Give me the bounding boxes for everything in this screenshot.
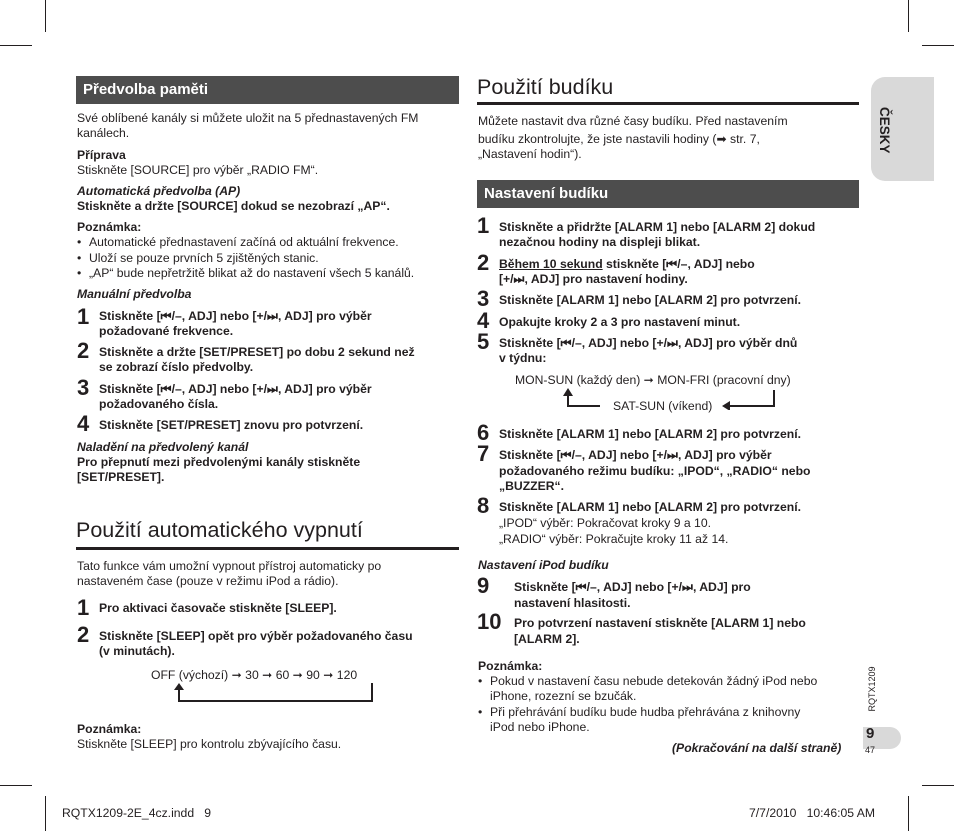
step-number: 3 (477, 286, 490, 311)
note-item: iPhone, rozezní se bzučák. (490, 689, 637, 703)
tune-title: Naladění na předvolený kanál (77, 440, 249, 454)
note-item: • Automatické přednastavení začíná od aktuální frekvence. (89, 235, 399, 250)
section-bar-preset: Předvolba paměti (76, 76, 459, 104)
document-code: RQTX1209 (867, 666, 877, 712)
step-number: 6 (477, 420, 490, 445)
step-text: Stiskněte a držte [SET/PRESET] po dobu 2 sekund než (99, 345, 415, 359)
crop-mark (0, 45, 32, 46)
step-text: nastavení hlasitosti. (514, 596, 631, 610)
language-tab-label: ČESKY (877, 107, 892, 154)
step-number: 2 (77, 622, 90, 647)
step-text: požadovaného čísla. (99, 397, 219, 411)
ipod-alarm-title: Nastavení iPod budíku (478, 558, 609, 572)
step-number: 1 (477, 213, 490, 238)
alarm-intro: budíku zkontrolujte, že jste nastavili hodiny (➡ str. 7, (478, 132, 760, 146)
step-text: Stiskněte [⏮/–, ADJ] nebo [+/⏭, ADJ] pro výběr dnů (499, 336, 798, 350)
alarm-intro: „Nastavení hodin“). (478, 147, 582, 161)
step-text: [ALARM 2]. (514, 632, 580, 646)
step-text: se zobrazí číslo předvolby. (99, 360, 254, 374)
preset-intro: Své oblíbené kanály si můžete uložit na 5 přednastavených FM kanálech. (77, 111, 419, 140)
step-text: (v minutách). (99, 644, 175, 658)
continued-note: (Pokračování na další straně) (672, 741, 842, 755)
crop-mark (922, 785, 954, 786)
days-cycle-bottom: SAT-SUN (víkend) (613, 399, 713, 413)
page-number-small: 47 (865, 745, 876, 755)
step-text: Stiskněte [ALARM 1] nebo [ALARM 2] pro potvrzení. (499, 427, 801, 441)
alarm-intro: Můžete nastavit dva různé časy budíku. Před nastavením (478, 114, 788, 128)
auto-preset-text: Stiskněte a držte [SOURCE] dokud se nezobrazí „AP“. (77, 199, 390, 213)
step-text: požadované frekvence. (99, 324, 234, 338)
sleep-return-arrow (170, 683, 380, 705)
step-emphasis: Během 10 sekund (499, 257, 603, 271)
auto-preset-title: Automatická předvolba (AP) (77, 184, 241, 198)
step-text: „BUZZER“. (499, 479, 564, 493)
step-number: 7 (477, 441, 490, 466)
step-text: Pro aktivaci časovače stiskněte [SLEEP]. (99, 601, 337, 615)
crop-mark (922, 45, 954, 46)
step-detail: „RADIO“ výběr: Pokračujte kroky 11 až 14. (499, 532, 729, 546)
note-item: iPod nebo iPhone. (490, 720, 590, 734)
step-number: 2 (77, 338, 90, 363)
section-bar-alarm: Nastavení budíku (477, 180, 859, 208)
step-text: Stiskněte [⏮/–, ADJ] nebo [+/⏭, ADJ] pro (514, 580, 751, 594)
crop-mark (908, 0, 909, 32)
step-text: Stiskněte [⏮/–, ADJ] nebo [+/⏭, ADJ] pro výběr (499, 448, 772, 462)
step-text: Stiskněte [⏮/–, ADJ] nebo [+/⏭, ADJ] pro výběr (99, 382, 372, 396)
step-number: 4 (77, 411, 90, 436)
note-item: • „AP“ bude nepřetržitě blikat až do nastavení všech 5 kanálů. (89, 266, 414, 281)
step-text-rest: stiskněte [⏮/–, ADJ] nebo (602, 257, 755, 271)
step-text: nezačnou hodiny na displeji blikat. (499, 235, 701, 249)
step-number: 2 (477, 250, 490, 275)
step-text: Stiskněte [SET/PRESET] znovu pro potvrzení. (99, 418, 364, 432)
days-cycle-top: MON-SUN (každý den) ➞ MON-FRI (pracovní dny) (515, 373, 791, 387)
crop-mark (0, 785, 32, 786)
crop-mark (45, 796, 46, 831)
step-text: [+/⏭, ADJ] pro nastavení hodiny. (499, 272, 688, 286)
sleep-flow: OFF (výchozí) ➞ 30 ➞ 60 ➞ 90 ➞ 120 (151, 668, 358, 682)
step-text: v týdnu: (499, 351, 547, 365)
heading-rule (76, 547, 459, 550)
step-number: 1 (77, 304, 90, 329)
crop-mark (908, 796, 909, 831)
step-number: 5 (477, 329, 490, 354)
step-text: Stiskněte a přidržte [ALARM 1] nebo [ALARM 2] dokud (499, 220, 816, 234)
step-detail: „IPOD“ výběr: Pokračovat kroky 9 a 10. (499, 516, 712, 530)
note-item: • Pokud v nastavení času nebude detekován žádný iPod nebo (490, 674, 817, 689)
step-number: 3 (77, 375, 90, 400)
step-number: 1 (77, 595, 90, 620)
prep-text: Stiskněte [SOURCE] pro výběr „RADIO FM“. (77, 163, 319, 177)
tune-text: [SET/PRESET]. (77, 470, 165, 484)
heading-rule (477, 102, 859, 105)
note-item: • Uloží se pouze prvních 5 zjištěných stanic. (89, 251, 319, 266)
note-title: Poznámka: (77, 722, 142, 736)
step-number: 4 (477, 308, 490, 333)
sleep-intro: Tato funkce vám umožní vypnout přístroj automaticky po (77, 559, 382, 573)
note-title: Poznámka: (77, 220, 142, 234)
alarm-heading: Použití budíku (477, 75, 614, 99)
sleep-note: Stiskněte [SLEEP] pro kontrolu zbývajícího času. (77, 737, 342, 751)
step-text: Opakujte kroky 2 a 3 pro nastavení minut. (499, 315, 741, 329)
step-text: Stiskněte [ALARM 1] nebo [ALARM 2] pro potvrzení. (499, 500, 801, 514)
page-number: 9 (866, 725, 875, 742)
sleep-heading: Použití automatického vypnutí (76, 518, 363, 542)
step-text: Stiskněte [ALARM 1] nebo [ALARM 2] pro potvrzení. (499, 293, 801, 307)
note-item: • Při přehrávání budíku bude hudba přehrávána z knihovny (490, 705, 800, 720)
sleep-intro: nastaveném čase (pouze v režimu iPod a rádio). (77, 574, 339, 588)
step-text: Pro potvrzení nastavení stiskněte [ALARM 1] nebo (514, 616, 806, 630)
footer-filename: RQTX1209-2E_4cz.indd 9 (62, 806, 212, 820)
step-number: 9 (477, 573, 490, 598)
step-text (499, 257, 755, 273)
tune-text: Pro přepnutí mezi předvolenými kanály stiskněte (77, 455, 361, 469)
note-title: Poznámka: (478, 659, 543, 673)
step-number: 8 (477, 493, 490, 518)
footer-datetime: 7/7/2010 10:46:05 AM (749, 806, 876, 820)
crop-mark (45, 0, 46, 32)
step-text: požadovaného režimu budíku: „IPOD“, „RADIO“ nebo (499, 464, 811, 478)
step-text: Stiskněte [⏮/–, ADJ] nebo [+/⏭, ADJ] pro výběr (99, 309, 372, 323)
prep-title: Příprava (77, 148, 126, 162)
step-number: 10 (477, 609, 502, 634)
step-text: Stiskněte [SLEEP] opět pro výběr požadovaného času (99, 629, 413, 643)
manual-preset-title: Manuální předvolba (77, 287, 192, 301)
